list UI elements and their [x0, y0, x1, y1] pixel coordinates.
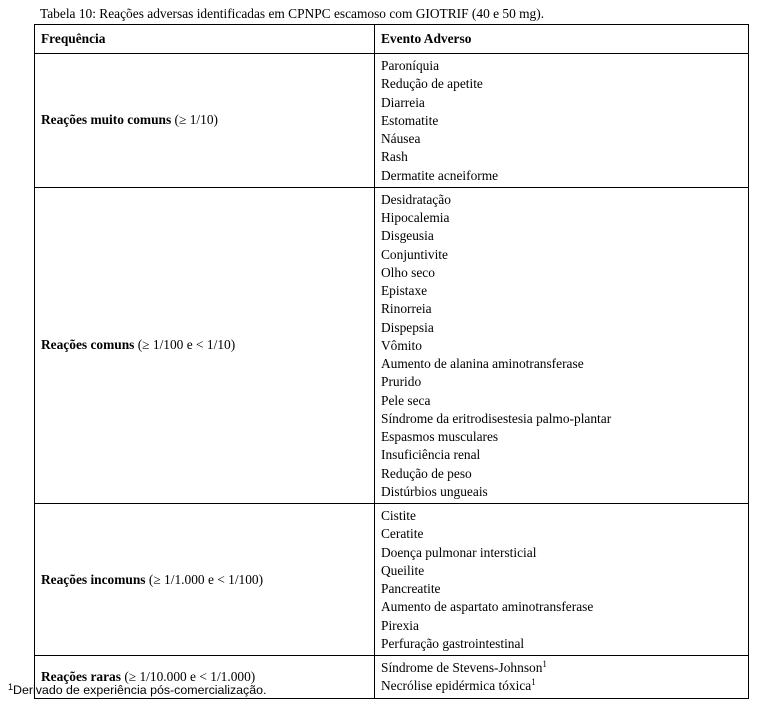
frequency-category: Reações incomuns — [41, 571, 146, 587]
adverse-event-text: Hipocalemia — [381, 210, 450, 225]
frequency-category: Reações muito comuns — [41, 112, 172, 128]
adverse-event-cell — [375, 656, 749, 699]
adverse-event-text: Rinorreia — [381, 301, 432, 317]
frequency-cell — [35, 187, 375, 503]
adverse-event-item — [381, 410, 742, 428]
adverse-event-text: Rash — [381, 149, 408, 165]
adverse-event-text: Dispepsia — [381, 319, 434, 335]
adverse-event-text: Ceratite — [381, 526, 424, 542]
table-caption: Tabela 10: Reações adversas identificadas em CPNPC escamoso com GIOTRIF (40 e 50 mg). — [40, 6, 545, 21]
adverse-event-item — [381, 598, 742, 616]
footnote-reference: 1 — [542, 659, 547, 669]
adverse-event-item — [381, 167, 742, 185]
adverse-event-item — [381, 75, 742, 93]
frequency-category: Reações comuns — [41, 337, 135, 353]
adverse-event-item — [381, 483, 742, 501]
adverse-event-item — [381, 544, 742, 562]
table-body — [35, 54, 749, 699]
adverse-event-text: Síndrome de Stevens-Johnson — [381, 660, 543, 675]
adverse-event-item — [381, 337, 742, 355]
adverse-event-item — [381, 112, 742, 130]
adverse-event-item — [381, 428, 742, 446]
frequency-range: (≥ 1/10) — [174, 112, 218, 128]
adverse-event-text: Aumento de alanina aminotransferase — [381, 356, 584, 371]
adverse-event-item — [381, 677, 742, 695]
frequency-category: Reações raras — [41, 668, 121, 684]
adverse-event-text: Necrólise epidérmica tóxica — [381, 678, 532, 694]
adverse-event-text: Disgeusia — [381, 228, 434, 244]
adverse-event-text: Vômito — [381, 337, 422, 353]
adverse-event-text: Olho seco — [381, 264, 435, 280]
adverse-event-text: Desidratação — [381, 191, 451, 207]
adverse-event-text: Paroníquia — [381, 58, 440, 73]
adverse-event-item — [381, 148, 742, 166]
adverse-event-item — [381, 507, 742, 525]
adverse-event-item — [381, 635, 742, 653]
adverse-event-item — [381, 94, 742, 112]
adverse-event-item — [381, 562, 742, 580]
adverse-event-item — [381, 355, 742, 373]
adverse-event-text: Insuficiência renal — [381, 447, 481, 463]
frequency-range: (≥ 1/1.000 e < 1/100) — [148, 571, 264, 587]
adverse-event-text: Espasmos musculares — [381, 429, 499, 444]
adverse-event-text: Conjuntivite — [381, 246, 448, 262]
adverse-event-item — [381, 392, 742, 410]
adverse-event-text: Diarreia — [381, 94, 425, 110]
adverse-event-item — [381, 227, 742, 245]
adverse-event-item — [381, 191, 742, 209]
frequency-range: (≥ 1/10.000 e < 1/1.000) — [124, 668, 256, 684]
adverse-event-text: Epistaxe — [381, 283, 428, 298]
header-adverse-event: Evento Adverso — [375, 25, 749, 54]
table-header-row — [35, 25, 749, 54]
table-row — [35, 504, 749, 656]
adverse-event-item — [381, 209, 742, 227]
adverse-event-text: Pele seca — [381, 392, 431, 408]
adverse-event-item — [381, 373, 742, 391]
frequency-range: (≥ 1/100 e < 1/10) — [137, 337, 236, 353]
adverse-event-text: Síndrome da eritrodisestesia palmo-plantar — [381, 410, 612, 426]
adverse-event-cell — [375, 187, 749, 503]
adverse-event-item — [381, 319, 742, 337]
header-frequency: Frequência — [35, 25, 375, 54]
adverse-event-item — [381, 300, 742, 318]
adverse-event-cell — [375, 504, 749, 656]
adverse-event-text: Redução de apetite — [381, 76, 483, 92]
footnote — [8, 682, 266, 698]
footnote-text: Derivado de experiência pós-comercialização. — [13, 683, 267, 697]
adverse-event-text: Dermatite acneiforme — [381, 167, 499, 183]
adverse-event-item — [381, 659, 742, 677]
footnote-reference: 1 — [531, 677, 536, 688]
adverse-event-text: Pirexia — [381, 617, 419, 633]
adverse-reactions-table — [34, 24, 749, 699]
adverse-event-item — [381, 282, 742, 300]
table-row — [35, 187, 749, 503]
adverse-event-item — [381, 580, 742, 598]
adverse-event-item — [381, 264, 742, 282]
adverse-event-text: Aumento de aspartato aminotransferase — [381, 599, 594, 615]
adverse-event-item — [381, 465, 742, 483]
adverse-event-item — [381, 525, 742, 543]
adverse-event-text: Cistite — [381, 508, 416, 523]
adverse-event-text: Pancreatite — [381, 581, 441, 596]
adverse-event-text: Redução de peso — [381, 465, 472, 481]
adverse-event-text: Estomatite — [381, 112, 439, 128]
adverse-event-text: Queilite — [381, 562, 425, 578]
footnote-marker: 1 — [8, 682, 14, 692]
frequency-cell — [35, 504, 375, 656]
adverse-event-item — [381, 617, 742, 635]
adverse-event-item — [381, 446, 742, 464]
adverse-event-text: Náusea — [381, 131, 421, 146]
frequency-cell — [35, 54, 375, 188]
adverse-event-item — [381, 130, 742, 148]
table-row — [35, 54, 749, 188]
adverse-event-text: Doença pulmonar intersticial — [381, 544, 537, 560]
adverse-event-text: Prurido — [381, 374, 422, 390]
adverse-event-item — [381, 57, 742, 75]
adverse-event-item — [381, 246, 742, 264]
adverse-event-cell — [375, 54, 749, 188]
adverse-event-text: Distúrbios ungueais — [381, 483, 488, 499]
adverse-event-text: Perfuração gastrointestinal — [381, 635, 525, 651]
